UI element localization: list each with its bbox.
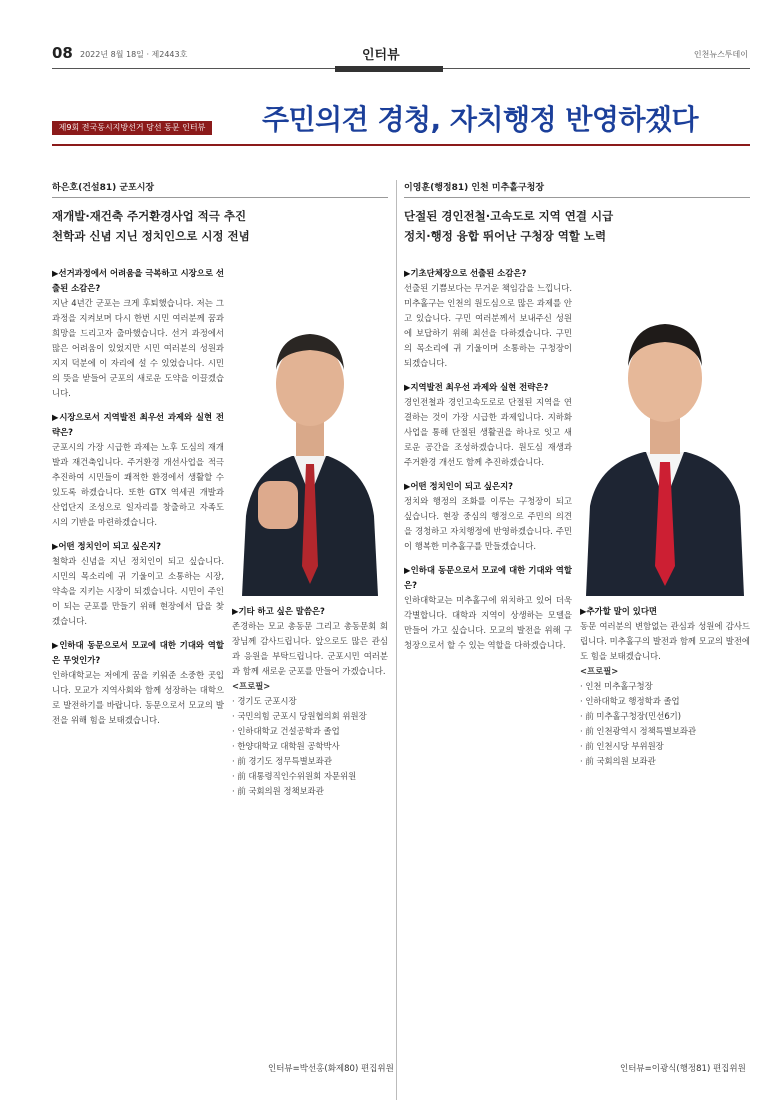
left-profile-7: · 前 국회의원 정책보좌관 bbox=[232, 786, 324, 796]
left-a2: 군포시의 가장 시급한 과제는 노후 도심의 재개발과 재건축입니다. 주거환경 개선사업을 적극 추진하여 시민들이 쾌적한 환경에서 생활할 수 있도록 하겠습니다. 또한 GTX 역세권 개발과 산업단지 조성으로 일자리를 창출하고 자족도시의 기반을 마련하겠습니다. bbox=[52, 442, 224, 527]
left-article-col1 bbox=[52, 266, 224, 1086]
left-profile-5: · 前 경기도 정무특별보좌관 bbox=[232, 756, 332, 766]
portrait-man-1 bbox=[232, 266, 388, 596]
left-article-col2 bbox=[232, 604, 388, 1094]
page-header bbox=[0, 0, 780, 80]
left-subhead-2: 천학과 신념 지닌 정치인으로 시정 전념 bbox=[52, 229, 250, 243]
left-portrait bbox=[232, 266, 388, 596]
headline: 주민의견 경청, 자치행정 반영하겠다 bbox=[262, 103, 699, 136]
right-portrait bbox=[580, 266, 750, 596]
left-interviewer: 인터뷰=박선홍(화제80) 편집위원 bbox=[268, 1064, 394, 1074]
right-q3: ▶어떤 정치인이 되고 싶은지? bbox=[404, 481, 514, 491]
right-profile-1: · 인천 미추홀구청장 bbox=[580, 681, 653, 691]
left-q3: ▶어떤 정치인이 되고 싶은지? bbox=[52, 541, 162, 551]
right-article-col1 bbox=[404, 266, 572, 1086]
column-divider bbox=[396, 180, 397, 1100]
left-profile-4: · 한양대학교 대학원 공학박사 bbox=[232, 741, 340, 751]
left-profile-1: · 경기도 군포시장 bbox=[232, 696, 297, 706]
right-subheads bbox=[404, 206, 750, 246]
right-profile-6: · 前 국회의원 보좌관 bbox=[580, 756, 656, 766]
right-profile-5: · 前 인천시당 부위원장 bbox=[580, 741, 664, 751]
headline-rule bbox=[52, 144, 750, 146]
section-tab-bar bbox=[335, 66, 443, 72]
left-byline: 하은호(건설81) 군포시장 bbox=[52, 183, 155, 193]
right-a2: 경인전철과 경인고속도로로 단절된 지역을 연결하는 것이 가장 시급한 과제입니다. 지하화 사업을 통해 단절된 생활권을 하나로 잇고 새로운 공간을 조성하겠습니다. 원도심 재생과 주거환경 개선도 함께 추진하겠습니다. bbox=[404, 397, 572, 467]
right-profile-title: <프로필> bbox=[580, 666, 619, 676]
issue-date: 2022년 8월 18일 · 제2443호 bbox=[80, 50, 188, 59]
right-subhead-2: 정치·행정 융합 뛰어난 구청장 역할 노력 bbox=[404, 229, 607, 243]
page-number: 08 bbox=[52, 44, 73, 62]
right-a3: 정치와 행정의 조화를 이루는 구청장이 되고 싶습니다. 현장 중심의 행정으로 주민의 의견을 경청하고 자치행정에 반영하겠습니다. 주민이 행복한 미추홀구를 만들겠습니다. bbox=[404, 496, 572, 551]
left-profile-2: · 국민의힘 군포시 당원협의회 위원장 bbox=[232, 711, 367, 721]
left-q2: ▶시장으로서 지역발전 최우선 과제와 실현 전략은? bbox=[52, 412, 224, 437]
right-a1: 선출된 기쁨보다는 무거운 책임감을 느낍니다. 미추홀구는 인천의 원도심으로 많은 과제를 안고 있습니다. 구민 여러분께서 보내주신 성원에 보답하기 위해 최선을 다하겠습니다. 구민의 목소리에 귀 기울이며 소통하는 구청장이 되겠습니다. bbox=[404, 283, 572, 368]
left-profile-6: · 前 대통령직인수위원회 자문위원 bbox=[232, 771, 357, 781]
left-profile-3: · 인하대학교 건설공학과 졸업 bbox=[232, 726, 340, 736]
left-q4: ▶인하대 동문으로서 모교에 대한 기대와 역할은 무엇인가? bbox=[52, 640, 224, 665]
left-a4: 인하대학교는 저에게 꿈을 키워준 소중한 곳입니다. 모교가 지역사회와 함께 성장하는 대학으로 발전하기를 바랍니다. 동문으로서 모교의 발전을 위해 힘을 보태겠습니다. bbox=[52, 670, 224, 725]
right-byline-rule bbox=[404, 197, 750, 198]
right-q5: ▶추가할 말이 있다면 bbox=[580, 606, 657, 616]
right-q1: ▶기초단체장으로 선출된 소감은? bbox=[404, 268, 527, 278]
feature-tag: 제9회 전국동시지방선거 당선 동문 인터뷰 bbox=[52, 121, 212, 135]
right-profile-3: · 前 미추홀구청장(민선6기) bbox=[580, 711, 682, 721]
left-a5: 존경하는 모교 총동문 그리고 총동문회 회장님께 감사드립니다. 앞으로도 많은 관심과 응원을 부탁드립니다. 군포시민 여러분과 함께 새로운 군포를 만들어 가겠습니다. bbox=[232, 621, 388, 676]
left-byline-rule bbox=[52, 197, 388, 198]
left-profile-title: <프로필> bbox=[232, 681, 271, 691]
left-a3: 철학과 신념을 지닌 정치인이 되고 싶습니다. 시민의 목소리에 귀 기울이고 소통하는 시장, 약속을 지키는 시장이 되겠습니다. 시민이 주인이 되는 군포를 만들기 위해 현장에서 답을 찾겠습니다. bbox=[52, 556, 224, 626]
right-interviewer: 인터뷰=이광식(행정81) 편집위원 bbox=[620, 1064, 746, 1074]
right-a4: 인하대학교는 미추홀구에 위치하고 있어 더욱 각별합니다. 대학과 지역이 상생하는 모델을 만들어 가고 싶습니다. 모교의 발전을 위해 구청장으로서 할 수 있는 역할을 다하겠습니다. bbox=[404, 595, 572, 650]
right-byline: 이영훈(행정81) 인천 미추홀구청장 bbox=[404, 183, 545, 193]
section-title: 인터뷰 bbox=[362, 48, 400, 63]
left-subheads bbox=[52, 206, 388, 246]
left-subhead-1: 재개발·재건축 주거환경사업 적극 추진 bbox=[52, 209, 247, 223]
portrait-man-2 bbox=[580, 266, 750, 596]
right-subhead-1: 단절된 경인전철·고속도로 지역 연결 시급 bbox=[404, 209, 614, 223]
right-profile-4: · 前 인천광역시 정책특별보좌관 bbox=[580, 726, 697, 736]
right-a5: 동문 여러분의 변함없는 관심과 성원에 감사드립니다. 미추홀구의 발전과 함께 모교의 발전에도 힘을 보태겠습니다. bbox=[580, 621, 750, 661]
right-q2: ▶지역발전 최우선 과제와 실현 전략은? bbox=[404, 382, 549, 392]
left-a1: 지난 4년간 군포는 크게 후퇴했습니다. 저는 그 과정을 지켜보며 다시 한번 시민 여러분께 꿈과 희망을 드리고자 출마했습니다. 선거 과정에서 많은 어려움이 있었지만 시민 여러분의 성원과 지지 덕분에 이 자리에 설 수 있었습니다. 시민의 뜻을 받들어 군포의 새로운 도약을 이끌겠습니다. bbox=[52, 298, 224, 398]
right-profile-2: · 인하대학교 행정학과 졸업 bbox=[580, 696, 680, 706]
right-article-col2 bbox=[580, 604, 750, 1094]
left-q5: ▶기타 하고 싶은 말씀은? bbox=[232, 606, 325, 616]
left-q1: ▶선거과정에서 어려움을 극복하고 시장으로 선출된 소감은? bbox=[52, 268, 224, 293]
right-q4: ▶인하대 동문으로서 모교에 대한 기대와 역할은? bbox=[404, 565, 572, 590]
publication-name: 인천뉴스투데이 bbox=[693, 50, 748, 59]
